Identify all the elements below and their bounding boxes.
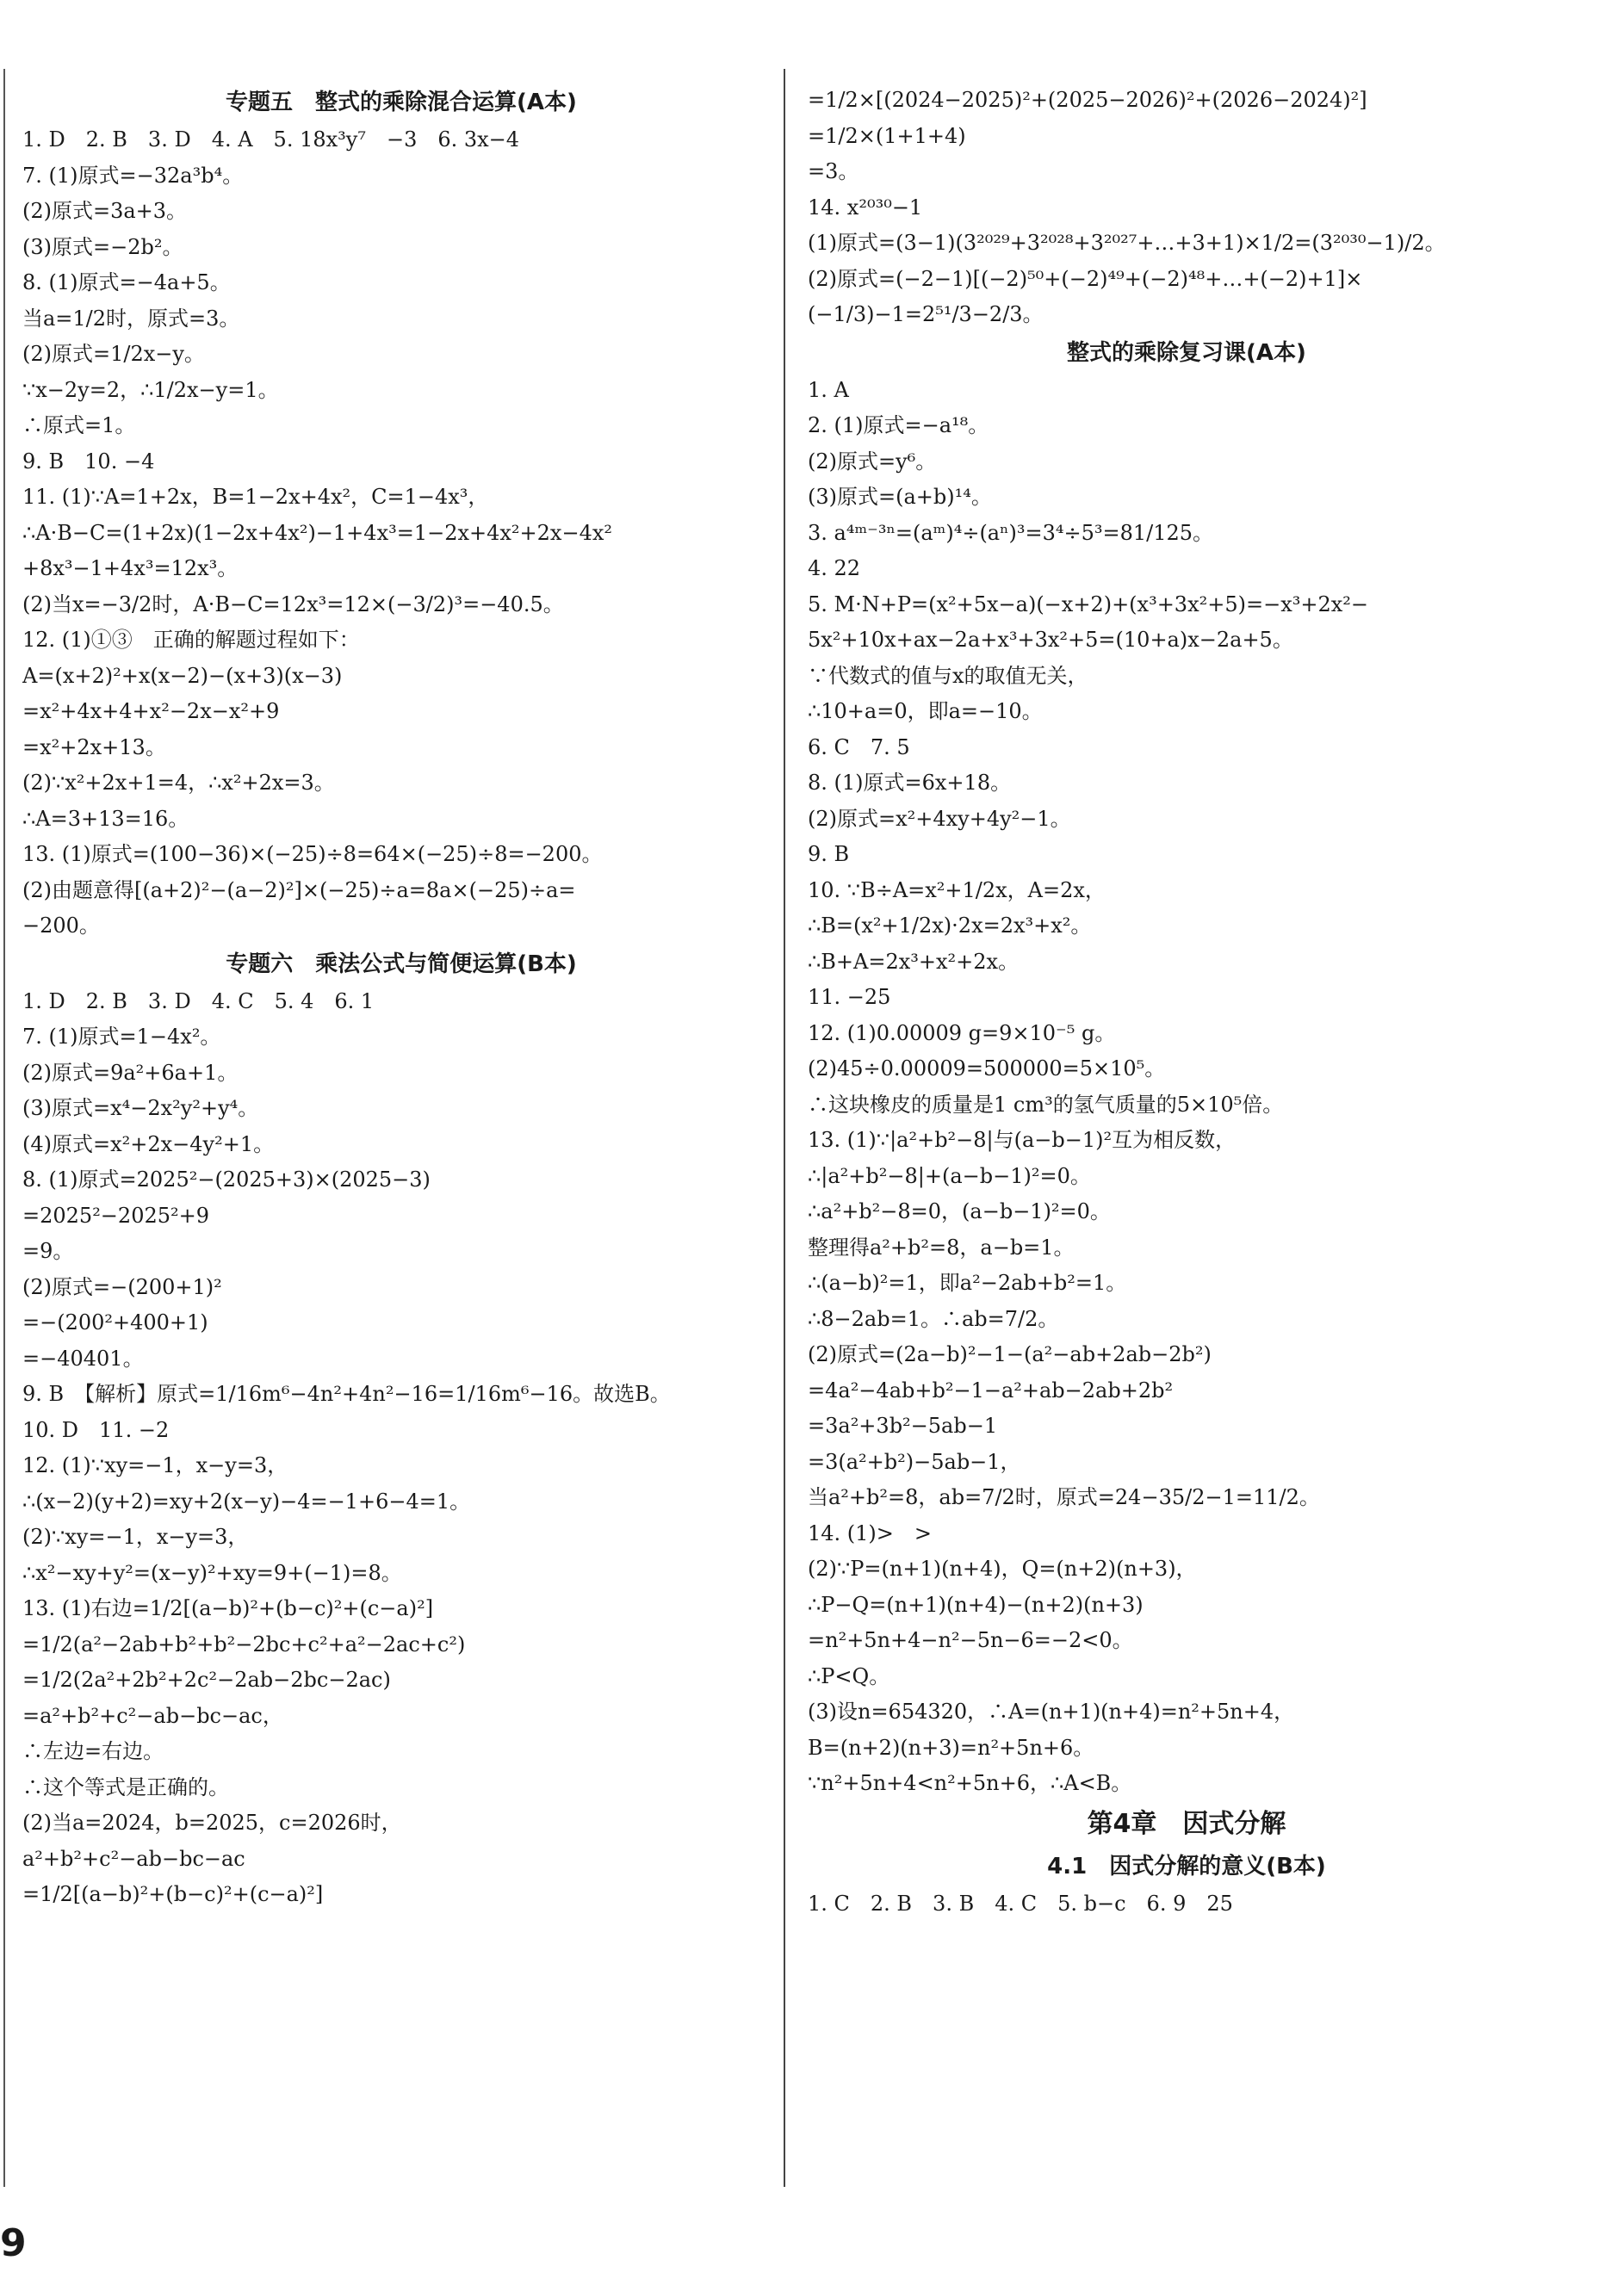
answer-line: =1/2(2a²+2b²+2c²−2ab−2bc−2ac) <box>22 1668 391 1692</box>
answer-line: (3)原式=x⁴−2x²y²+y⁴。 <box>22 1096 259 1120</box>
answer-line: ∴B+A=2x³+x²+2x。 <box>808 949 1020 974</box>
answer-line: ∴这个等式是正确的。 <box>22 1774 229 1799</box>
left-column <box>22 83 780 2183</box>
answer-line: 5x²+10x+ax−2a+x³+3x²+5=(10+a)x−2a+5。 <box>808 628 1293 652</box>
answer-line: −200。 <box>22 913 100 938</box>
page-number: 9 <box>0 2221 27 2265</box>
answer-line: 7. (1)原式=1−4x²。 <box>22 1025 221 1049</box>
section-heading: 4.1 因式分解的意义(B本) <box>1047 1853 1326 1880</box>
answer-line: =4a²−4ab+b²−1−a²+ab−2ab+2b² <box>808 1378 1174 1403</box>
answer-line: ∴A·B−C=(1+2x)(1−2x+4x²)−1+4x³=1−2x+4x²+2x−4x² <box>22 520 612 545</box>
answer-line: 12. (1)∵xy=−1，x−y=3， <box>22 1453 288 1477</box>
answer-line: (3)设n=654320，∴A=(n+1)(n+4)=n²+5n+4， <box>808 1700 1295 1724</box>
answer-line: +8x³−1+4x³=12x³。 <box>22 556 239 580</box>
answer-line: 1. C 2. B 3. B 4. C 5. b−c 6. 9 25 <box>808 1891 1233 1916</box>
answer-line: ∴这块橡皮的质量是1 cm³的氢气质量的5×10⁵倍。 <box>808 1092 1284 1117</box>
answer-line: =−(200²+400+1) <box>22 1310 208 1335</box>
answer-line: (2)原式=x²+4xy+4y²−1。 <box>808 806 1071 831</box>
answer-line: (−1/3)−1=2⁵¹/3−2/3。 <box>808 302 1044 326</box>
section-heading: 整式的乘除复习课(A本) <box>1067 339 1306 366</box>
answer-line: =−40401。 <box>22 1346 144 1371</box>
answer-line: =a²+b²+c²−ab−bc−ac， <box>22 1703 283 1728</box>
answer-line: 13. (1)原式=(100−36)×(−25)÷8=64×(−25)÷8=−200。 <box>22 842 603 866</box>
answer-line: (2)∵x²+2x+1=4，∴x²+2x=3。 <box>22 771 335 795</box>
answer-line: (2)原式=y⁶。 <box>808 449 937 474</box>
answer-line: (1)原式=(3−1)(3²⁰²⁹+3²⁰²⁸+3²⁰²⁷+…+3+1)×1/2=(3²⁰³⁰−1)/2。 <box>808 231 1446 255</box>
answer-line: 10. ∵B÷A=x²+1/2x，A=2x， <box>808 877 1106 902</box>
answer-line: 4. 22 <box>808 556 861 580</box>
answer-line: 9. B 【解析】原式=1/16m⁶−4n²+4n²−16=1/16m⁶−16。故选B。 <box>22 1382 671 1406</box>
answer-line: ∴8−2ab=1。∴ab=7/2。 <box>808 1306 1059 1331</box>
answer-line: =1/2(a²−2ab+b²+b²−2bc+c²+a²−2ac+c²) <box>22 1632 466 1657</box>
answer-line: 12. (1)0.00009 g=9×10⁻⁵ g。 <box>808 1020 1116 1045</box>
answer-line: 1. D 2. B 3. D 4. A 5. 18x³y⁷ −3 6. 3x−4 <box>22 127 520 152</box>
answer-line: (2)原式=−(200+1)² <box>22 1274 222 1299</box>
answer-line: =1/2×[(2024−2025)²+(2025−2026)²+(2026−2024)²] <box>808 88 1367 112</box>
answer-line: =3。 <box>808 159 859 183</box>
answer-line: ∴P−Q=(n+1)(n+4)−(n+2)(n+3) <box>808 1592 1144 1617</box>
answer-line: B=(n+2)(n+3)=n²+5n+6。 <box>808 1735 1094 1760</box>
answer-line: 当a=1/2时，原式=3。 <box>22 306 240 331</box>
answer-line: ∴原式=1。 <box>22 413 136 437</box>
answer-line: (2)∵xy=−1，x−y=3， <box>22 1525 249 1549</box>
answer-line: ∴|a²+b²−8|+(a−b−1)²=0。 <box>808 1163 1091 1188</box>
answer-line: 12. (1)①③ 正确的解题过程如下： <box>22 628 360 652</box>
answer-line: 8. (1)原式=2025²−(2025+3)×(2025−3) <box>22 1167 431 1192</box>
answer-line: ∴10+a=0，即a=−10。 <box>808 699 1043 723</box>
answer-line: (2)原式=(2a−b)²−1−(a²−ab+2ab−2b²) <box>808 1342 1212 1366</box>
answer-line: ∵n²+5n+4<n²+5n+6，∴A<B。 <box>808 1771 1132 1795</box>
answer-line: (4)原式=x²+2x−4y²+1。 <box>22 1131 275 1156</box>
answer-line: =n²+5n+4−n²−5n−6=−2<0。 <box>808 1628 1133 1652</box>
answer-line: =1/2[(a−b)²+(b−c)²+(c−a)²] <box>22 1882 324 1906</box>
answer-line: A=(x+2)²+x(x−2)−(x+3)(x−3) <box>22 663 343 688</box>
answer-line: (3)原式=−2b²。 <box>22 234 183 259</box>
answer-line: ∴a²+b²−8=0，(a−b−1)²=0。 <box>808 1199 1111 1223</box>
answer-line: ∴x²−xy+y²=(x−y)²+xy=9+(−1)=8。 <box>22 1560 402 1585</box>
answer-line: 9. B <box>808 842 850 866</box>
answer-line: (2)原式=(−2−1)[(−2)⁵⁰+(−2)⁴⁹+(−2)⁴⁸+…+(−2)+1]× <box>808 266 1363 291</box>
answer-line: =2025²−2025²+9 <box>22 1203 209 1228</box>
answer-line: =x²+4x+4+x²−2x−x²+9 <box>22 699 280 723</box>
answer-line: ∴左边=右边。 <box>22 1739 164 1763</box>
answer-line: ∴(x−2)(y+2)=xy+2(x−y)−4=−1+6−4=1。 <box>22 1489 471 1514</box>
answer-line: (3)原式=(a+b)¹⁴。 <box>808 485 992 509</box>
answer-line: =x²+2x+13。 <box>22 734 166 759</box>
answer-line: 14. (1)> > <box>808 1520 933 1545</box>
answer-line: a²+b²+c²−ab−bc−ac <box>22 1846 245 1871</box>
answer-line: (2)原式=1/2x−y。 <box>22 342 205 366</box>
answer-line: 9. B 10. −4 <box>22 449 155 474</box>
chapter-heading: 第4章 因式分解 <box>1087 1808 1286 1839</box>
answer-line: ∴A=3+13=16。 <box>22 806 189 831</box>
answer-line: (2)当a=2024，b=2025，c=2026时， <box>22 1811 402 1835</box>
answer-line: 2. (1)原式=−a¹⁸。 <box>808 413 989 437</box>
left-margin-rule <box>3 69 5 2187</box>
answer-line: 8. (1)原式=6x+18。 <box>808 771 1012 795</box>
answer-line: 1. A <box>808 377 849 402</box>
answer-line: 5. M·N+P=(x²+5x−a)(−x+2)+(x³+3x²+5)=−x³+2x²− <box>808 591 1368 616</box>
answer-line: (2)由题意得[(a+2)²−(a−2)²]×(−25)÷a=8a×(−25)÷a= <box>22 877 576 902</box>
answer-line: 8. (1)原式=−4a+5。 <box>22 270 231 294</box>
answer-line: 13. (1)右边=1/2[(a−b)²+(b−c)²+(c−a)²] <box>22 1596 434 1620</box>
answer-line: 7. (1)原式=−32a³b⁴。 <box>22 163 244 188</box>
answer-line: 11. (1)∵A=1+2x，B=1−2x+4x²，C=1−4x³， <box>22 485 489 509</box>
answer-line: 当a²+b²=8，ab=7/2时，原式=24−35/2−1=11/2。 <box>808 1485 1320 1509</box>
answer-line: (2)当x=−3/2时，A·B−C=12x³=12×(−3/2)³=−40.5。 <box>22 591 564 616</box>
answer-line: ∴(a−b)²=1，即a²−2ab+b²=1。 <box>808 1271 1127 1295</box>
section-heading: 专题六 乘法公式与简便运算(B本) <box>226 951 577 977</box>
answer-line: ∴P<Q。 <box>808 1663 890 1688</box>
answer-line: 14. x²⁰³⁰−1 <box>808 195 923 220</box>
answer-line: 13. (1)∵|a²+b²−8|与(a−b−1)²互为相反数， <box>808 1128 1237 1152</box>
answer-line: =3(a²+b²)−5ab−1， <box>808 1449 1021 1474</box>
answer-line: ∵x−2y=2，∴1/2x−y=1。 <box>22 377 279 402</box>
answer-line: (2)∵P=(n+1)(n+4)，Q=(n+2)(n+3)， <box>808 1557 1197 1581</box>
answer-line: =3a²+3b²−5ab−1 <box>808 1414 998 1438</box>
column-divider <box>784 69 785 2187</box>
answer-line: ∴B=(x²+1/2x)·2x=2x³+x²。 <box>808 913 1092 938</box>
answer-line: (2)原式=3a+3。 <box>22 199 188 223</box>
answer-line: 整理得a²+b²=8，a−b=1。 <box>808 1235 1075 1260</box>
answer-line: 6. C 7. 5 <box>808 734 910 759</box>
answer-line: 1. D 2. B 3. D 4. C 5. 4 6. 1 <box>22 988 375 1013</box>
answer-line: (2)原式=9a²+6a+1。 <box>22 1060 239 1085</box>
section-heading: 专题五 整式的乘除混合运算(A本) <box>226 90 577 115</box>
answer-line: 3. a⁴ᵐ⁻³ⁿ=(aᵐ)⁴÷(aⁿ)³=3⁴÷5³=81/125。 <box>808 520 1214 545</box>
right-column <box>808 83 1565 2183</box>
answer-line: 10. D 11. −2 <box>22 1417 170 1442</box>
answer-line: ∵代数式的值与x的取值无关， <box>808 663 1088 688</box>
answer-line: (2)45÷0.00009=500000=5×10⁵。 <box>808 1056 1166 1081</box>
answer-line: =1/2×(1+1+4) <box>808 123 966 148</box>
answer-line: =9。 <box>22 1239 74 1263</box>
answer-line: 11. −25 <box>808 985 891 1009</box>
